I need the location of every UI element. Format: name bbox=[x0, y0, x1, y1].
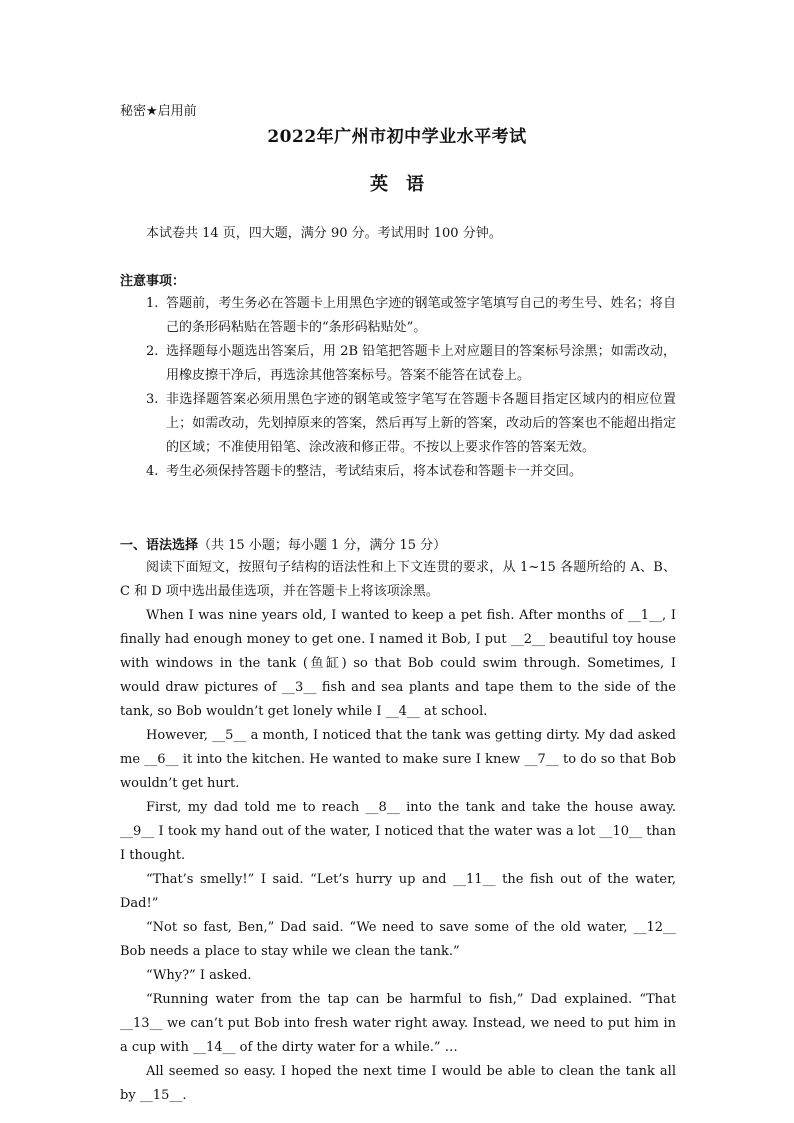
passage-paragraph: “Running water from the tap can be harmful to fish,” Dad explained. “That __13__ we can’t put Bob into fresh water right away. Instead, we need to put him in a cup with __14__ of the dirty water for a while.” … bbox=[120, 992, 676, 1055]
notice-list bbox=[120, 292, 676, 484]
subject-title: 英语 bbox=[370, 174, 442, 195]
passage-paragraph: When I was nine years old, I wanted to keep a pet fish. After months of __1__, I finally had enough money to get one. I named it Bob, I put __2__ beautiful toy house with windows in the tank (鱼缸) so that Bob could swim through. Sometimes, I would draw pictures of __3__ fish and sea plants and tape them to the side of the tank, so Bob wouldn’t get lonely while I __4__ at school. bbox=[120, 608, 676, 719]
section-title: 一、语法选择 bbox=[120, 538, 199, 553]
passage-paragraph: “Why?” I asked. bbox=[146, 968, 252, 983]
notice-item bbox=[120, 388, 676, 460]
notice-item-text: 选择题每小题选出答案后，用 2B 铅笔把答题卡上对应题目的答案标号涂黑；如需改动，用橡皮擦干净后，再选涂其他答案标号。答案不能答在试卷上。 bbox=[166, 344, 676, 383]
notice-item bbox=[120, 460, 676, 484]
secret-label: 秘密★启用前 bbox=[120, 104, 197, 119]
passage-paragraph: “Not so fast, Ben,” Dad said. “We need to save some of the old water, __12__ Bob needs a place to stay while we clean the tank.” bbox=[120, 920, 676, 959]
notice-item-text: 答题前，考生务必在答题卡上用黑色字迹的钢笔或签字笔填写自己的考生号、姓名；将自己的条形码粘贴在答题卡的“条形码粘贴处”。 bbox=[166, 296, 676, 335]
section-body bbox=[120, 556, 676, 1108]
notice-item-text: 非选择题答案必须用黑色字迹的钢笔或签字笔写在答题卡各题目指定区域内的相应位置上；如需改动，先划掉原来的答案，然后再写上新的答案，改动后的答案也不能超出指定的区域；不准使用铅笔、涂改液和修正带。不按以上要求作答的答案无效。 bbox=[166, 392, 676, 455]
passage-paragraph: First, my dad told me to reach __8__ into the tank and take the house away. __9__ I took my hand out of the water, I noticed that the water was a lot __10__ than I thought. bbox=[120, 800, 676, 863]
passage-paragraph: However, __5__ a month, I noticed that the tank was getting dirty. My dad asked me __6__ it into the kitchen. He wanted to make sure I knew __7__ to do so that Bob wouldn’t get hurt. bbox=[120, 728, 676, 791]
passage-paragraph: All seemed so easy. I hoped the next time I would be able to clean the tank all by __15__. bbox=[120, 1064, 676, 1103]
section-note: （共 15 小题；每小题 1 分，满分 15 分） bbox=[198, 538, 447, 553]
notice-item-text: 考生必须保持答题卡的整洁，考试结束后，将本试卷和答题卡一并交回。 bbox=[166, 464, 583, 479]
section-instruction: 阅读下面短文，按照句子结构的语法性和上下文连贯的要求，从 1~15 各题所给的 A、B、C 和 D 项中选出最佳选项，并在答题卡上将该项涂黑。 bbox=[120, 560, 676, 599]
notice-item-number: 2. bbox=[146, 344, 159, 359]
notice-item-number: 4. bbox=[146, 464, 159, 479]
exam-title: 2022年广州市初中学业水平考试 bbox=[267, 127, 527, 147]
notice-heading: 注意事项： bbox=[120, 274, 186, 289]
exam-intro: 本试卷共 14 页，四大题，满分 90 分。考试用时 100 分钟。 bbox=[146, 226, 502, 241]
notice-item bbox=[120, 292, 676, 340]
section-heading bbox=[120, 534, 446, 553]
notice-item bbox=[120, 340, 676, 388]
notice-item-number: 1. bbox=[146, 296, 159, 311]
passage-paragraph: “That’s smelly!” I said. “Let’s hurry up and __11__ the fish out of the water, Dad!” bbox=[120, 872, 676, 911]
notice-item-number: 3. bbox=[146, 392, 159, 407]
